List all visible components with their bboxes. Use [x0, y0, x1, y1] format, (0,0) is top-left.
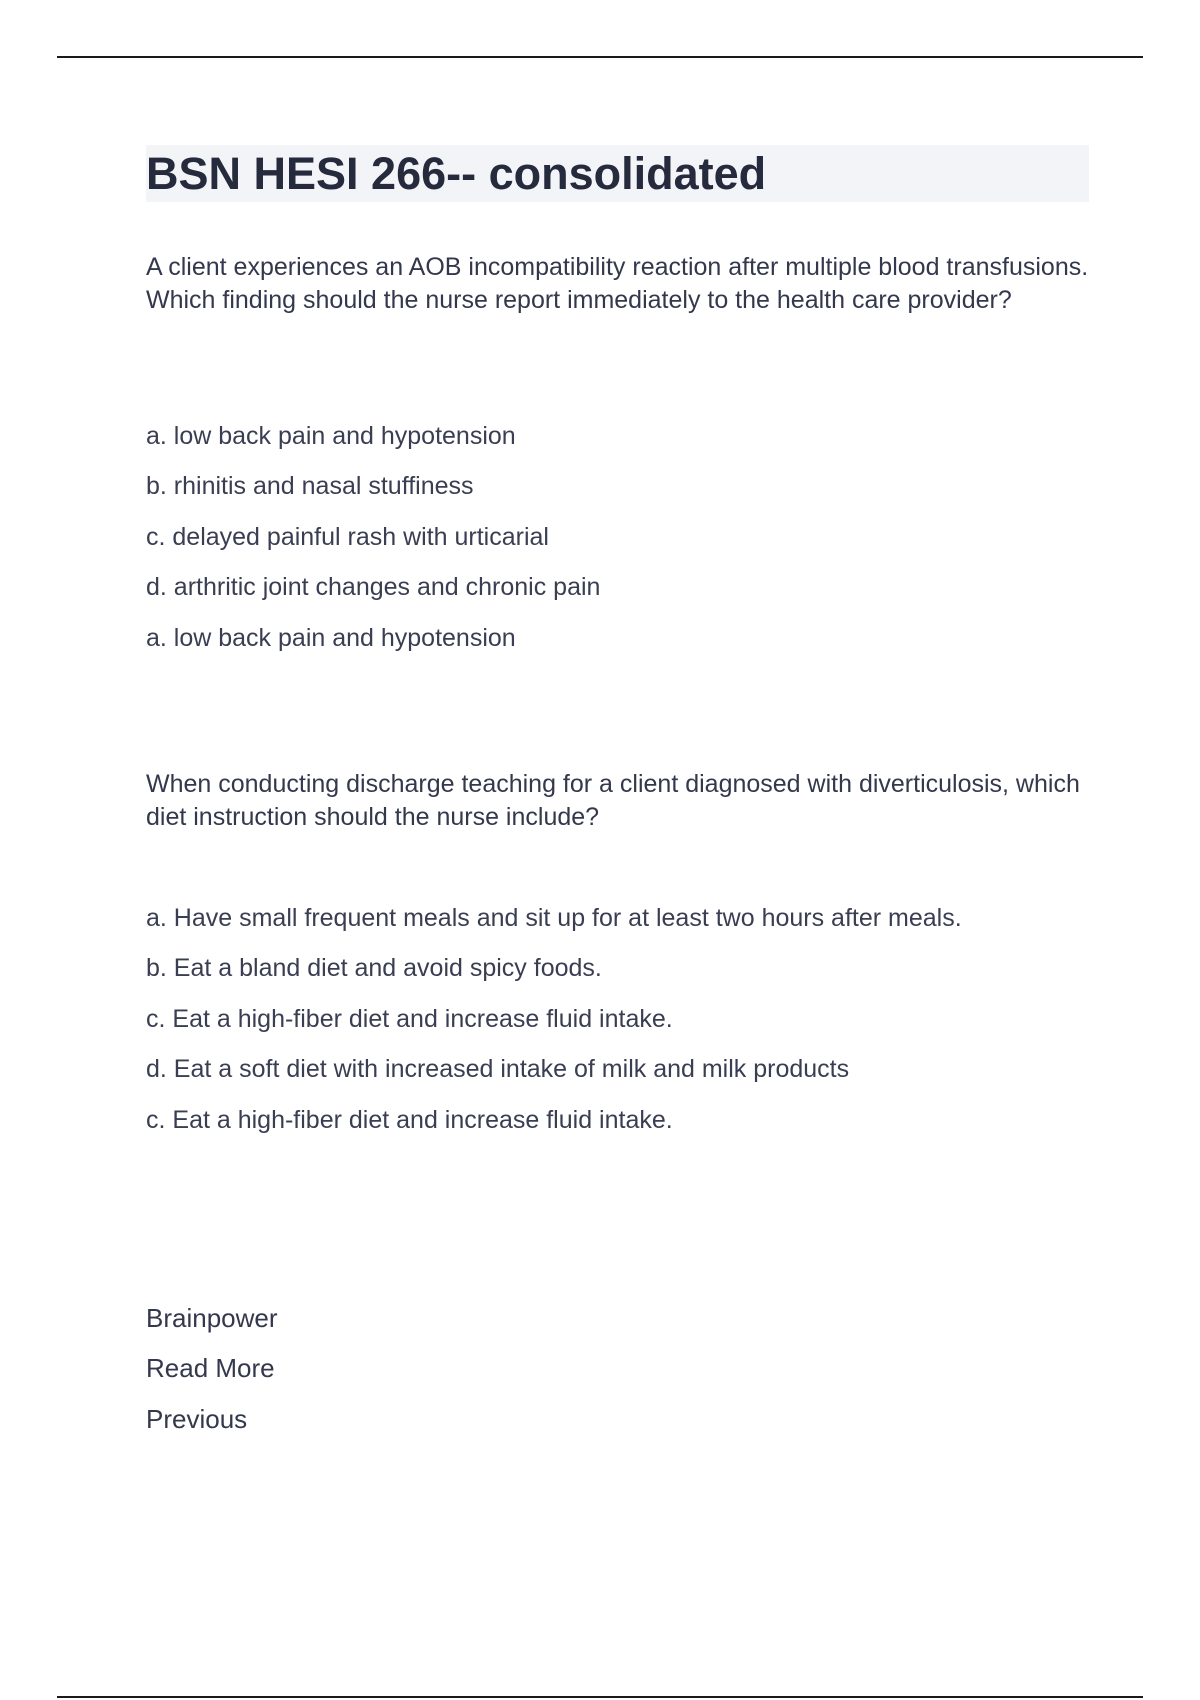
question-2-option-a: a. Have small frequent meals and sit up for at least two hours after meals. — [146, 904, 962, 932]
question-2-option-c: c. Eat a high-fiber diet and increase fluid intake. — [146, 1004, 673, 1033]
question-2-option-b: b. Eat a bland diet and avoid spicy foods. — [146, 954, 602, 983]
bottom-divider — [57, 1696, 1143, 1698]
brainpower-link[interactable]: Brainpower — [146, 1303, 278, 1333]
question-1-prompt: A client experiences an AOB incompatibility reaction after multiple blood transfusions. Which finding should the nurse report immediately to the health care provider? — [146, 253, 1089, 314]
top-divider — [57, 56, 1143, 58]
question-1-option-a: a. low back pain and hypotension — [146, 422, 516, 450]
question-1-answer: a. low back pain and hypotension — [146, 623, 516, 652]
question-2-prompt: When conducting discharge teaching for a client diagnosed with diverticulosis, which diet instruction should the nurse include? — [146, 770, 1080, 831]
footer-links — [146, 1293, 278, 1444]
read-more-link[interactable]: Read More — [146, 1353, 275, 1384]
question-1-option-b: b. rhinitis and nasal stuffiness — [146, 472, 474, 501]
question-1-option-d: d. arthritic joint changes and chronic pain — [146, 573, 601, 602]
question-1-options — [146, 411, 1106, 663]
previous-link[interactable]: Previous — [146, 1403, 248, 1434]
question-1-option-c: c. delayed painful rash with urticarial — [146, 522, 549, 551]
question-2-options — [146, 893, 1106, 1145]
question-2-option-d: d. Eat a soft diet with increased intake of milk and milk products — [146, 1055, 850, 1084]
question-2-answer: c. Eat a high-fiber diet and increase fluid intake. — [146, 1105, 673, 1134]
document-title: BSN HESI 266-- consolidated — [146, 148, 767, 199]
